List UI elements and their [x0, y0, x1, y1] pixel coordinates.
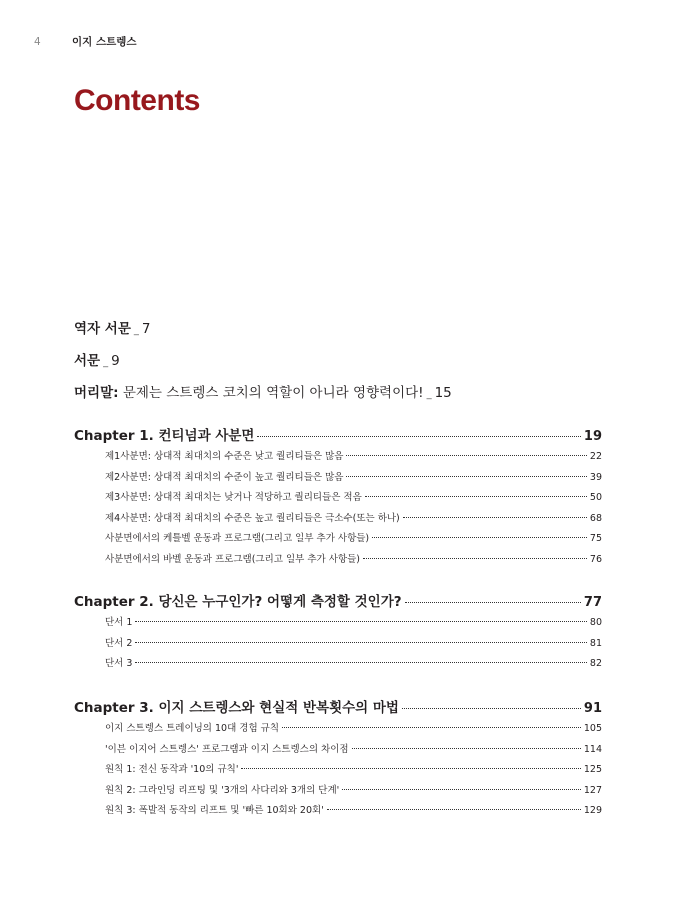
dot-leader: [363, 558, 587, 559]
dot-leader: [402, 708, 581, 709]
toc-entry[interactable]: [105, 614, 602, 635]
toc-entry-page: 125: [583, 764, 602, 775]
chapter-3: [74, 696, 602, 823]
front-matter-page: 9: [111, 353, 120, 369]
toc-entry-title: 원칙 1: 전신 동작과 '10의 규칙': [105, 764, 239, 775]
toc-entry-title: 단서 3: [105, 658, 133, 669]
dot-leader: [282, 727, 581, 728]
front-matter-page: 7: [141, 321, 151, 337]
chapter-page: 91: [583, 701, 602, 716]
front-matter-label: 서문: [74, 353, 101, 369]
toc-entry-page: 22: [589, 451, 602, 462]
dot-leader: [342, 789, 581, 790]
page-number: 4: [34, 36, 41, 48]
chapter-title: Chapter 2. 당신은 누구인가? 어떻게 측정할 것인가?: [74, 594, 402, 610]
front-matter-entry[interactable]: [74, 378, 614, 410]
front-matter-label: 머리말:: [74, 385, 119, 401]
toc-entry-page: 80: [589, 617, 602, 628]
toc-entry[interactable]: [105, 720, 602, 741]
chapter-heading[interactable]: [74, 696, 602, 720]
toc-entry-title: 단서 2: [105, 637, 133, 649]
toc-entry-page: 129: [583, 805, 602, 816]
toc-entry[interactable]: [105, 551, 602, 572]
running-head: [34, 34, 137, 49]
toc-entry[interactable]: [105, 782, 602, 803]
dot-leader: [372, 537, 587, 538]
toc-entry-title: 제4사분면: 상대적 최대치의 수준은 높고 퀄리티들은 극소수(또는 하나): [105, 512, 400, 524]
front-matter-entry[interactable]: [74, 346, 614, 378]
toc-entry-page: 114: [583, 743, 602, 755]
dot-leader: [352, 748, 581, 749]
front-matter-separator: _: [103, 357, 109, 368]
toc-entry-page: 39: [589, 471, 602, 483]
toc-entry[interactable]: [105, 510, 602, 531]
dot-leader: [135, 642, 586, 643]
toc-entry-title: 제3사분면: 상대적 최대치는 낮거나 적당하고 퀄리티들은 적음: [105, 492, 362, 503]
toc-entry-page: 105: [583, 723, 602, 734]
dot-leader: [405, 602, 581, 603]
dot-leader: [241, 768, 580, 769]
dot-leader: [403, 517, 587, 518]
book-title: 이지 스트렝스: [72, 36, 137, 48]
toc-entry-page: 50: [589, 492, 602, 503]
front-matter-entry[interactable]: [74, 314, 614, 346]
toc-entry-title: 사분면에서의 케틀벨 운동과 프로그램(그리고 일부 추가 사항들): [105, 533, 370, 544]
toc-entry-page: 81: [589, 637, 602, 649]
toc-entry[interactable]: [105, 489, 602, 510]
dot-leader: [327, 809, 581, 810]
toc-entry[interactable]: [105, 448, 602, 469]
toc-entry-title: 원칙 2: 그라인딩 리프팅 및 '3개의 사다리와 3개의 단계': [105, 784, 340, 796]
chapter-title: Chapter 1. 컨티넘과 사분면: [74, 428, 255, 444]
toc-entry-page: 127: [583, 784, 602, 796]
chapter-heading[interactable]: [74, 424, 602, 448]
dot-leader: [135, 621, 586, 622]
toc-entry-title: 제2사분면: 상대적 최대치의 수준이 높고 퀄리티들은 많음: [105, 471, 344, 483]
front-matter: [74, 314, 614, 410]
chapter-heading[interactable]: [74, 590, 602, 614]
toc-entry[interactable]: [105, 635, 602, 656]
front-matter-separator: _: [426, 389, 432, 400]
chapter-1: [74, 424, 602, 571]
front-matter-separator: _: [133, 325, 139, 336]
dot-leader: [346, 455, 586, 456]
toc-entry-title: 이지 스트렝스 트레이닝의 10대 경험 규칙: [105, 723, 280, 734]
toc-entry-title: '이븐 이지어 스트렝스' 프로그램과 이지 스트렝스의 차이점: [105, 743, 349, 755]
chapter-page: 19: [583, 429, 602, 444]
toc-entry-page: 68: [589, 512, 602, 524]
toc-entry[interactable]: [105, 761, 602, 782]
toc-entry-title: 단서 1: [105, 617, 133, 628]
toc-entry[interactable]: [105, 741, 602, 762]
toc-entry[interactable]: [105, 802, 602, 823]
toc-entry[interactable]: [105, 530, 602, 551]
toc-entry-page: 82: [589, 658, 602, 669]
contents-title: Contents: [74, 84, 200, 117]
chapter-2: [74, 590, 602, 676]
dot-leader: [135, 662, 586, 663]
toc-entry-title: 원칙 3: 폭발적 동작의 리프트 및 '빠른 10회와 20회': [105, 805, 324, 816]
front-matter-subtitle: 문제는 스트렝스 코치의 역할이 아니라 영향력이다!: [122, 385, 424, 401]
dot-leader: [365, 496, 587, 497]
front-matter-label: 역자 서문: [74, 321, 131, 337]
dot-leader: [346, 476, 586, 477]
dot-leader: [257, 436, 580, 437]
toc-entry[interactable]: [105, 655, 602, 676]
toc-entry-title: 사분면에서의 바벨 운동과 프로그램(그리고 일부 추가 사항들): [105, 553, 360, 565]
toc-entry-title: 제1사분면: 상대적 최대치의 수준은 낮고 퀄리티들은 많음: [105, 451, 344, 462]
toc-entry-page: 76: [589, 553, 602, 565]
front-matter-page: 15: [434, 385, 452, 401]
chapter-page: 77: [583, 595, 602, 610]
toc-entry[interactable]: [105, 469, 602, 490]
toc-entry-page: 75: [589, 533, 602, 544]
chapter-title: Chapter 3. 이지 스트렝스와 현실적 반복횟수의 마법: [74, 700, 399, 716]
